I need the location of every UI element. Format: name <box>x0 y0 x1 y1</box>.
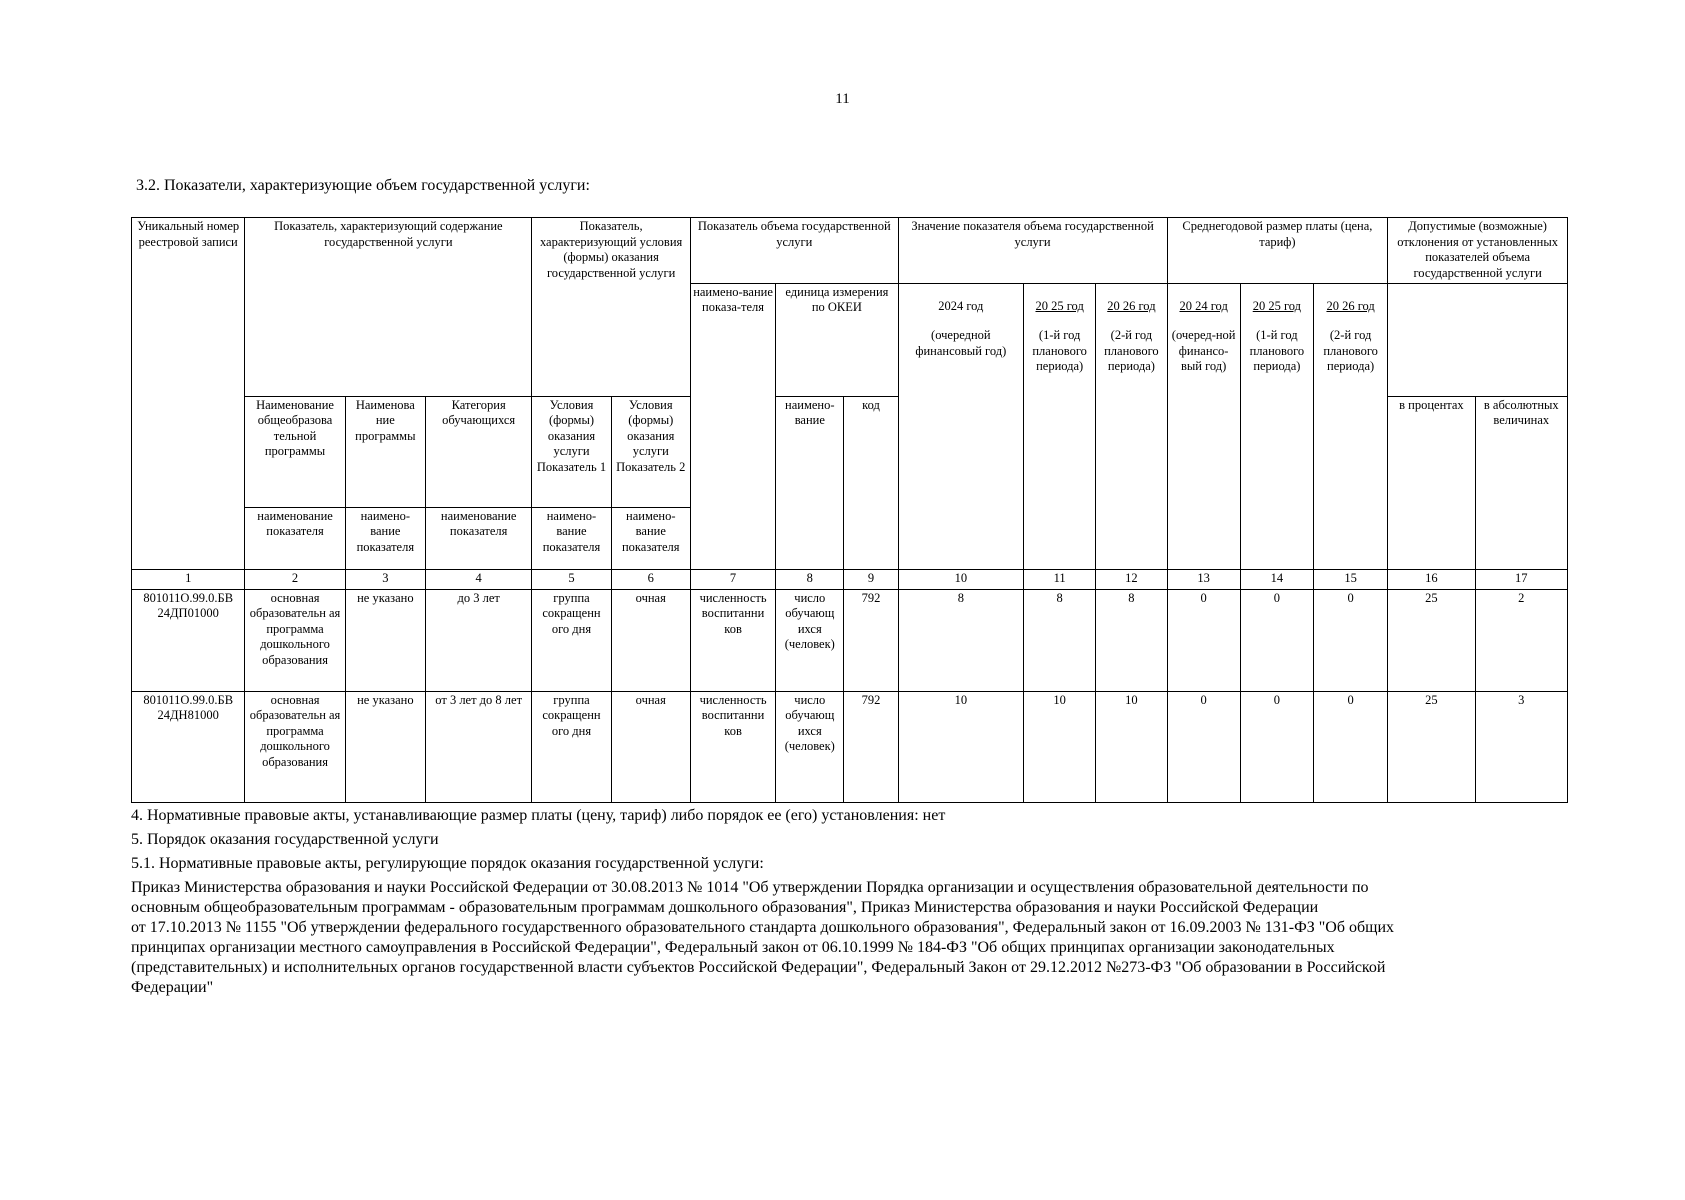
table-row <box>132 589 1568 691</box>
header-volume-indicator: Показатель объема государственной услуги <box>690 218 898 284</box>
cell-unit-name: число обучающ ихся (человек) <box>776 589 844 691</box>
legal-acts-line: принципах организации местного самоуправления в Российской Федерации", Федеральный закон от 06.10.1999 № 184-ФЗ "Об общих принципах организации законодательных <box>131 939 1335 956</box>
header-volume-value: Значение показателя объема государственной услуги <box>898 218 1167 284</box>
col-number: 2 <box>245 569 345 589</box>
cell-student-category: от 3 лет до 8 лет <box>425 691 531 802</box>
header-percent: в процентах <box>1388 396 1475 569</box>
header-condition-1: Условия (формы) оказания услуги Показатель 1 <box>532 396 611 507</box>
cell-fee-2024: 0 <box>1167 691 1240 802</box>
cell-value-2025: 10 <box>1024 691 1096 802</box>
cell-unit-name: число обучающ ихся (человек) <box>776 691 844 802</box>
col-number: 8 <box>776 569 844 589</box>
cell-fee-2025: 0 <box>1240 589 1313 691</box>
cell-registry-number: 801011О.99.0.БВ 24ДН81000 <box>132 691 245 802</box>
header-content-indicator: Показатель, характеризующий содержание государственной услуги <box>245 218 532 397</box>
header-year-2026: 20 26 год (2-й год планового периода) <box>1096 283 1167 569</box>
legal-acts-line: от 17.10.2013 № 1155 "Об утверждении федерального государственного образовательного стандарта дошкольного образования", Федеральный закон от 16.09.2003 № 131-ФЗ "Об общих <box>131 919 1395 936</box>
col-number: 6 <box>611 569 690 589</box>
legal-acts-line: (представительных) и исполнительных органов государственной власти субъектов Российской Федерации", Федеральный Закон от 29.12.2012 №273-ФЗ "Об образовании в Российской <box>131 959 1386 976</box>
cell-program-name: основная образовательн ая программа дошкольного образования <box>245 691 345 802</box>
header-sub-3: наимено-вание показателя <box>345 507 425 569</box>
page-number: 11 <box>835 91 850 107</box>
header-registry-number: Уникальный номер реестровой записи <box>132 218 245 570</box>
header-fee-2026: 20 26 год (2-й год планового периода) <box>1314 283 1388 569</box>
header-indicator-name: наимено-вание показа-теля <box>690 283 775 569</box>
header-okei-unit: единица измерения по ОКЕИ <box>776 283 898 396</box>
col-number: 15 <box>1314 569 1388 589</box>
cell-deviation-percent: 25 <box>1388 589 1475 691</box>
cell-student-category: до 3 лет <box>425 589 531 691</box>
header-allowed-deviation: Допустимые (возможные) отклонения от установленных показателей объема государственной услуги <box>1388 218 1568 284</box>
header-program: Наименова ние программы <box>345 396 425 507</box>
header-deviation-spacer <box>1388 283 1568 396</box>
col-number: 16 <box>1388 569 1475 589</box>
header-program-name: Наименование общеобразова тельной программы <box>245 396 345 507</box>
header-year-2024: 2024 год (очередной финансовый год) <box>898 283 1023 569</box>
section-5-text: 5. Порядок оказания государственной услуги <box>131 831 439 848</box>
cell-condition-2: очная <box>611 589 690 691</box>
col-number: 10 <box>898 569 1023 589</box>
cell-deviation-percent: 25 <box>1388 691 1475 802</box>
cell-program-name: основная образовательн ая программа дошкольного образования <box>245 589 345 691</box>
header-absolute: в абсолютных величинах <box>1475 396 1567 569</box>
header-fee-2024: 20 24 год (очеред-ной финансо-вый год) <box>1167 283 1240 569</box>
header-sub-5: наимено-вание показателя <box>532 507 611 569</box>
header-unit-name: наимено-вание <box>776 396 844 569</box>
col-number: 1 <box>132 569 245 589</box>
cell-deviation-absolute: 3 <box>1475 691 1567 802</box>
header-condition-2: Условия (формы) оказания услуги Показатель 2 <box>611 396 690 507</box>
cell-program: не указано <box>345 589 425 691</box>
cell-value-2025: 8 <box>1024 589 1096 691</box>
header-student-category: Категория обучающихся <box>425 396 531 507</box>
col-number: 14 <box>1240 569 1313 589</box>
cell-fee-2024: 0 <box>1167 589 1240 691</box>
header-sub-2: наименование показателя <box>245 507 345 569</box>
cell-value-2024: 10 <box>898 691 1023 802</box>
header-average-fee: Среднегодовой размер платы (цена, тариф) <box>1167 218 1388 284</box>
cell-fee-2025: 0 <box>1240 691 1313 802</box>
col-number: 7 <box>690 569 775 589</box>
cell-unit-code: 792 <box>844 589 898 691</box>
legal-acts-paragraph <box>131 878 1571 998</box>
cell-fee-2026: 0 <box>1314 691 1388 802</box>
cell-unit-code: 792 <box>844 691 898 802</box>
table-row <box>132 691 1568 802</box>
section-title: 3.2. Показатели, характеризующие объем государственной услуги: <box>136 177 590 194</box>
cell-condition-1: группа сокращенн ого дня <box>532 691 611 802</box>
header-sub-4: наименование показателя <box>425 507 531 569</box>
col-number: 13 <box>1167 569 1240 589</box>
cell-value-2026: 10 <box>1096 691 1167 802</box>
cell-value-2026: 8 <box>1096 589 1167 691</box>
cell-condition-2: очная <box>611 691 690 802</box>
header-conditions-indicator: Показатель, характеризующий условия (формы) оказания государственной услуги <box>532 218 691 397</box>
legal-acts-line: Федерации" <box>131 979 214 996</box>
col-number: 12 <box>1096 569 1167 589</box>
cell-indicator-name: численность воспитанни ков <box>690 691 775 802</box>
volume-indicators-table <box>131 217 1568 788</box>
header-year-2025: 20 25 год (1-й год планового периода) <box>1024 283 1096 569</box>
header-sub-6: наимено-вание показателя <box>611 507 690 569</box>
col-number: 17 <box>1475 569 1567 589</box>
col-number: 4 <box>425 569 531 589</box>
cell-condition-1: группа сокращенн ого дня <box>532 589 611 691</box>
col-number: 5 <box>532 569 611 589</box>
legal-acts-line: Приказ Министерства образования и науки Российской Федерации от 30.08.2013 № 1014 "Об утверждении Порядка организации и осуществления образовательной деятельности по <box>131 879 1369 896</box>
cell-value-2024: 8 <box>898 589 1023 691</box>
col-number: 9 <box>844 569 898 589</box>
col-number: 11 <box>1024 569 1096 589</box>
col-number: 3 <box>345 569 425 589</box>
cell-program: не указано <box>345 691 425 802</box>
legal-acts-line: основным общеобразовательным программам - образовательным программам дошкольного образования", Приказ Министерства образования и науки Российской Федерации <box>131 899 1319 916</box>
section-4-text: 4. Нормативные правовые акты, устанавливающие размер платы (цену, тариф) либо порядок ее (его) установления: нет <box>131 807 946 824</box>
header-unit-code: код <box>844 396 898 569</box>
section-5-1-text: 5.1. Нормативные правовые акты, регулирующие порядок оказания государственной услуги: <box>131 855 764 872</box>
cell-registry-number: 801011О.99.0.БВ 24ДП01000 <box>132 589 245 691</box>
cell-deviation-absolute: 2 <box>1475 589 1567 691</box>
header-fee-2025: 20 25 год (1-й год планового периода) <box>1240 283 1313 569</box>
cell-fee-2026: 0 <box>1314 589 1388 691</box>
cell-indicator-name: численность воспитанни ков <box>690 589 775 691</box>
